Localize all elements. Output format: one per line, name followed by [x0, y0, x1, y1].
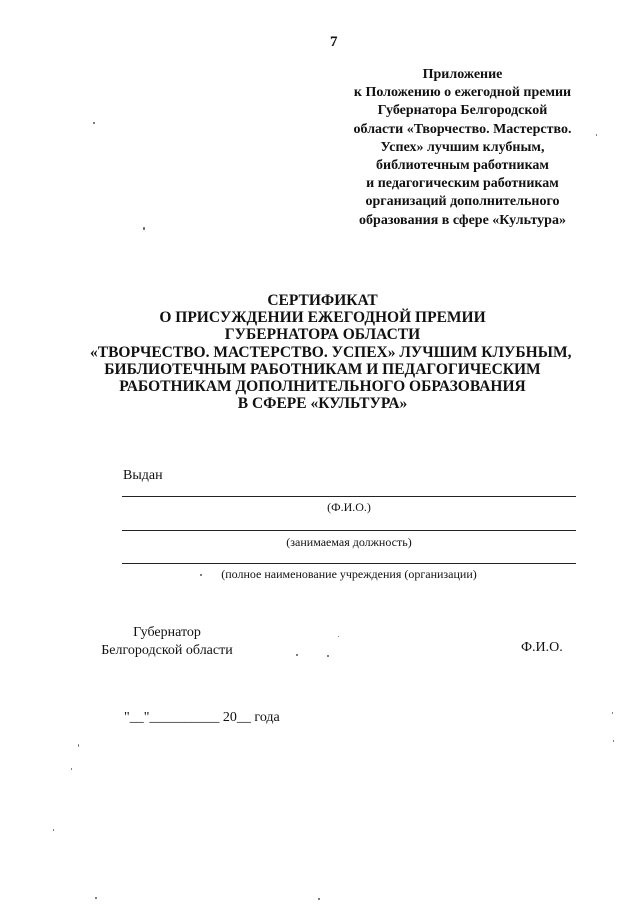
appendix-line: и педагогическим работникам	[366, 176, 559, 192]
title-line: СЕРТИФИКАТ	[267, 292, 378, 309]
scan-speck	[596, 134, 597, 136]
organization-blank-line[interactable]	[122, 563, 576, 564]
appendix-line: Успех» лучшим клубным,	[380, 139, 545, 155]
appendix-line: Губернатора Белгородской	[377, 103, 548, 119]
scan-speck	[78, 744, 79, 747]
scan-speck	[93, 122, 95, 124]
scan-speck	[95, 897, 97, 899]
organization-caption: (полное наименование учреждения (организации)	[221, 567, 477, 581]
appendix-line: организаций дополнительного	[365, 194, 560, 210]
appendix-line: библиотечным работникам	[376, 158, 549, 174]
scan-speck	[143, 227, 145, 230]
position-caption: (занимаемая должность)	[286, 535, 412, 549]
appendix-line: образования в сфере «Культура»	[359, 212, 566, 228]
page-number: 7	[330, 34, 338, 50]
governor-title-line: Белгородской области	[101, 643, 233, 658]
scan-speck	[612, 712, 613, 714]
scan-speck	[200, 574, 202, 576]
scan-speck	[318, 898, 320, 900]
scan-speck	[53, 829, 54, 831]
issued-label: Выдан	[123, 468, 163, 483]
scan-speck	[296, 654, 298, 656]
certificate-title	[90, 292, 572, 413]
signature-name: Ф.И.О.	[521, 640, 563, 655]
governor-title-line: Губернатор	[133, 625, 201, 640]
title-line: РАБОТНИКАМ ДОПОЛНИТЕЛЬНОГО ОБРАЗОВАНИЯ	[119, 378, 526, 396]
appendix-line: области «Творчество. Мастерство.	[353, 121, 572, 137]
title-line: БИБЛИОТЕЧНЫМ РАБОТНИКАМ И ПЕДАГОГИЧЕСКИМ	[104, 360, 541, 378]
scan-speck	[613, 740, 614, 742]
scan-speck	[327, 655, 329, 657]
scan-speck	[338, 636, 339, 637]
appendix-block	[325, 66, 600, 230]
appendix-line: к Положению о ежегодной премии	[353, 85, 572, 101]
appendix-line: Приложение	[422, 67, 503, 82]
date-line: "__"__________ 20__ года	[124, 710, 280, 725]
governor-title	[92, 624, 242, 660]
scan-speck	[71, 768, 72, 770]
full-name-blank-line[interactable]	[122, 496, 576, 497]
title-line: «ТВОРЧЕСТВО. МАСТЕРСТВО. УСПЕХ» ЛУЧШИМ КЛУБНЫМ,	[90, 343, 572, 361]
position-blank-line[interactable]	[122, 530, 576, 531]
title-line: В СФЕРЕ «КУЛЬТУРА»	[237, 395, 408, 413]
title-line: ГУБЕРНАТОРА ОБЛАСТИ	[224, 326, 421, 344]
full-name-caption: (Ф.И.О.)	[327, 500, 371, 514]
title-line: О ПРИСУЖДЕНИИ ЕЖЕГОДНОЙ ПРЕМИИ	[159, 309, 486, 327]
